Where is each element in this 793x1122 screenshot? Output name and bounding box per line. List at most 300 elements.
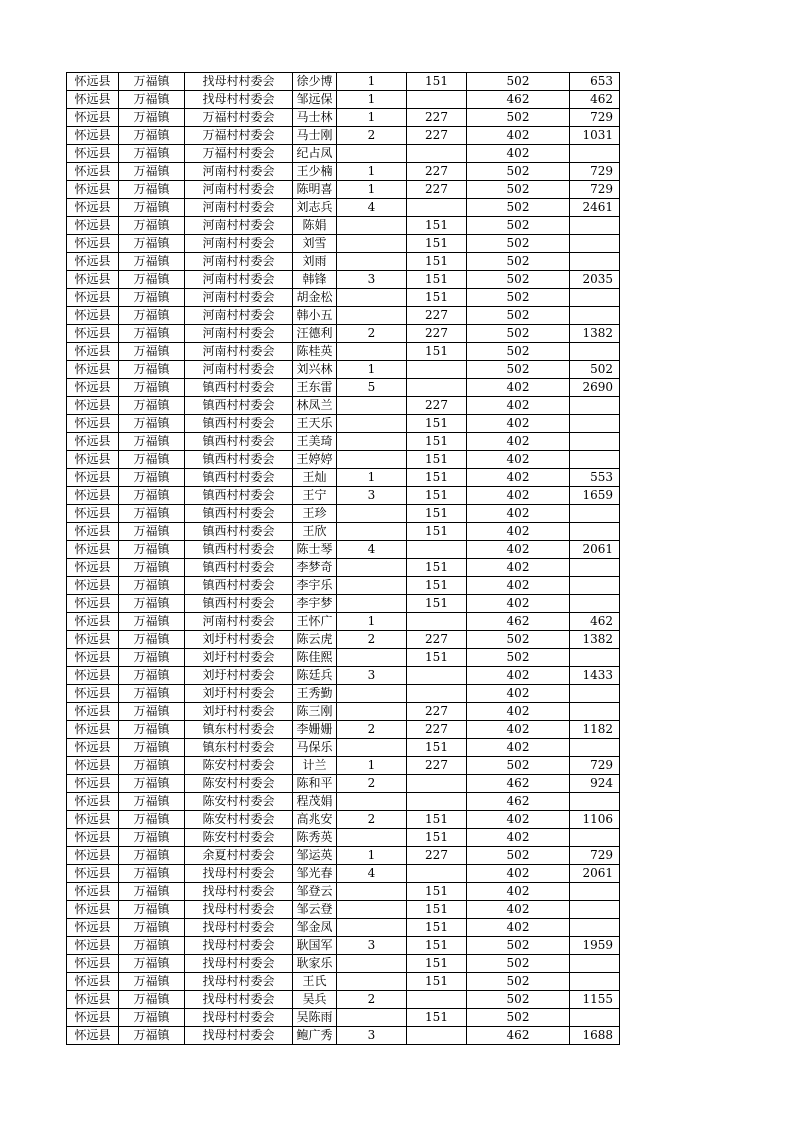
town-cell: 万福镇 (119, 73, 185, 91)
count-cell: 5 (337, 379, 407, 397)
town-cell: 万福镇 (119, 127, 185, 145)
village-cell: 找母村村委会 (185, 973, 293, 991)
village-cell: 镇西村村委会 (185, 379, 293, 397)
count-cell (337, 217, 407, 235)
amount-a-cell: 151 (407, 235, 467, 253)
amount-a-cell: 227 (407, 703, 467, 721)
village-cell: 找母村村委会 (185, 901, 293, 919)
total-cell: 502 (570, 361, 620, 379)
county-cell: 怀远县 (67, 793, 119, 811)
county-cell: 怀远县 (67, 325, 119, 343)
amount-b-cell: 462 (467, 613, 570, 631)
total-cell: 1182 (570, 721, 620, 739)
county-cell: 怀远县 (67, 217, 119, 235)
village-cell: 陈安村村委会 (185, 793, 293, 811)
amount-a-cell: 151 (407, 415, 467, 433)
amount-b-cell: 502 (467, 325, 570, 343)
total-cell (570, 703, 620, 721)
count-cell (337, 577, 407, 595)
amount-a-cell: 151 (407, 289, 467, 307)
village-cell: 镇西村村委会 (185, 397, 293, 415)
county-cell: 怀远县 (67, 631, 119, 649)
amount-b-cell: 462 (467, 1027, 570, 1045)
total-cell: 729 (570, 163, 620, 181)
count-cell (337, 433, 407, 451)
amount-a-cell: 227 (407, 307, 467, 325)
table-row (67, 775, 620, 793)
count-cell: 3 (337, 937, 407, 955)
amount-a-cell (407, 775, 467, 793)
amount-a-cell: 151 (407, 433, 467, 451)
village-cell: 镇东村村委会 (185, 739, 293, 757)
table-row (67, 505, 620, 523)
amount-a-cell (407, 91, 467, 109)
total-cell: 729 (570, 181, 620, 199)
count-cell: 1 (337, 163, 407, 181)
town-cell: 万福镇 (119, 163, 185, 181)
village-cell: 河南村村委会 (185, 325, 293, 343)
total-cell (570, 253, 620, 271)
amount-b-cell: 502 (467, 289, 570, 307)
count-cell: 1 (337, 847, 407, 865)
amount-b-cell: 502 (467, 937, 570, 955)
county-cell: 怀远县 (67, 451, 119, 469)
village-cell: 镇西村村委会 (185, 559, 293, 577)
count-cell (337, 973, 407, 991)
count-cell (337, 343, 407, 361)
name-cell: 高兆安 (293, 811, 337, 829)
total-cell (570, 433, 620, 451)
table-row (67, 235, 620, 253)
total-cell: 2461 (570, 199, 620, 217)
count-cell (337, 523, 407, 541)
county-cell: 怀远县 (67, 829, 119, 847)
amount-b-cell: 402 (467, 829, 570, 847)
town-cell: 万福镇 (119, 865, 185, 883)
amount-b-cell: 462 (467, 793, 570, 811)
amount-a-cell: 151 (407, 505, 467, 523)
village-cell: 镇西村村委会 (185, 469, 293, 487)
total-cell (570, 343, 620, 361)
amount-a-cell: 151 (407, 811, 467, 829)
name-cell: 李姗姗 (293, 721, 337, 739)
amount-a-cell: 227 (407, 721, 467, 739)
amount-b-cell: 402 (467, 811, 570, 829)
table-row (67, 865, 620, 883)
table-row (67, 793, 620, 811)
county-cell: 怀远县 (67, 685, 119, 703)
amount-a-cell: 151 (407, 919, 467, 937)
name-cell: 马士刚 (293, 127, 337, 145)
county-cell: 怀远县 (67, 127, 119, 145)
amount-b-cell: 402 (467, 901, 570, 919)
total-cell: 2061 (570, 865, 620, 883)
county-cell: 怀远县 (67, 1027, 119, 1045)
county-cell: 怀远县 (67, 379, 119, 397)
town-cell: 万福镇 (119, 757, 185, 775)
name-cell: 王宁 (293, 487, 337, 505)
county-cell: 怀远县 (67, 289, 119, 307)
amount-b-cell: 502 (467, 973, 570, 991)
total-cell (570, 883, 620, 901)
amount-a-cell (407, 199, 467, 217)
village-cell: 找母村村委会 (185, 1027, 293, 1045)
county-cell: 怀远县 (67, 775, 119, 793)
village-cell: 找母村村委会 (185, 991, 293, 1009)
town-cell: 万福镇 (119, 433, 185, 451)
county-cell: 怀远县 (67, 595, 119, 613)
county-cell: 怀远县 (67, 523, 119, 541)
name-cell: 刘雪 (293, 235, 337, 253)
amount-b-cell: 402 (467, 451, 570, 469)
total-cell (570, 577, 620, 595)
county-cell: 怀远县 (67, 469, 119, 487)
village-cell: 河南村村委会 (185, 271, 293, 289)
total-cell (570, 145, 620, 163)
total-cell: 1031 (570, 127, 620, 145)
name-cell: 王东雷 (293, 379, 337, 397)
table-row (67, 649, 620, 667)
county-cell: 怀远县 (67, 91, 119, 109)
table-row (67, 469, 620, 487)
village-cell: 刘圩村村委会 (185, 703, 293, 721)
table-row (67, 559, 620, 577)
amount-b-cell: 402 (467, 145, 570, 163)
town-cell: 万福镇 (119, 541, 185, 559)
count-cell (337, 253, 407, 271)
town-cell: 万福镇 (119, 991, 185, 1009)
county-cell: 怀远县 (67, 757, 119, 775)
amount-a-cell: 151 (407, 577, 467, 595)
total-cell (570, 829, 620, 847)
total-cell (570, 559, 620, 577)
total-cell (570, 1009, 620, 1027)
county-cell: 怀远县 (67, 991, 119, 1009)
amount-b-cell: 402 (467, 883, 570, 901)
total-cell (570, 595, 620, 613)
amount-b-cell: 502 (467, 649, 570, 667)
table-row (67, 415, 620, 433)
county-cell: 怀远县 (67, 865, 119, 883)
total-cell (570, 955, 620, 973)
count-cell (337, 307, 407, 325)
amount-a-cell (407, 865, 467, 883)
name-cell: 邹云登 (293, 901, 337, 919)
total-cell: 1959 (570, 937, 620, 955)
table-row (67, 1027, 620, 1045)
table-row (67, 361, 620, 379)
town-cell: 万福镇 (119, 613, 185, 631)
count-cell: 1 (337, 109, 407, 127)
name-cell: 陈秀英 (293, 829, 337, 847)
town-cell: 万福镇 (119, 883, 185, 901)
table-row (67, 145, 620, 163)
total-cell (570, 217, 620, 235)
amount-b-cell: 402 (467, 127, 570, 145)
name-cell: 李梦奇 (293, 559, 337, 577)
name-cell: 徐少博 (293, 73, 337, 91)
amount-b-cell: 502 (467, 343, 570, 361)
count-cell: 3 (337, 271, 407, 289)
county-cell: 怀远县 (67, 847, 119, 865)
table-row (67, 271, 620, 289)
name-cell: 王天乐 (293, 415, 337, 433)
name-cell: 计兰 (293, 757, 337, 775)
total-cell: 2690 (570, 379, 620, 397)
name-cell: 王怀广 (293, 613, 337, 631)
table-row (67, 919, 620, 937)
town-cell: 万福镇 (119, 451, 185, 469)
count-cell (337, 901, 407, 919)
total-cell: 924 (570, 775, 620, 793)
county-cell: 怀远县 (67, 973, 119, 991)
amount-b-cell: 502 (467, 163, 570, 181)
count-cell (337, 649, 407, 667)
table-body (67, 73, 620, 1045)
total-cell (570, 235, 620, 253)
name-cell: 李宇乐 (293, 577, 337, 595)
amount-a-cell (407, 685, 467, 703)
amount-b-cell: 502 (467, 1009, 570, 1027)
amount-a-cell (407, 667, 467, 685)
town-cell: 万福镇 (119, 685, 185, 703)
table-row (67, 397, 620, 415)
amount-b-cell: 402 (467, 721, 570, 739)
total-cell (570, 397, 620, 415)
village-cell: 河南村村委会 (185, 181, 293, 199)
amount-b-cell: 402 (467, 919, 570, 937)
total-cell (570, 307, 620, 325)
table-row (67, 973, 620, 991)
name-cell: 邹光春 (293, 865, 337, 883)
town-cell: 万福镇 (119, 325, 185, 343)
amount-a-cell: 227 (407, 109, 467, 127)
amount-b-cell: 402 (467, 379, 570, 397)
table-row (67, 451, 620, 469)
count-cell (337, 829, 407, 847)
amount-a-cell: 151 (407, 883, 467, 901)
town-cell: 万福镇 (119, 955, 185, 973)
village-cell: 镇西村村委会 (185, 415, 293, 433)
table-row (67, 289, 620, 307)
table-row (67, 811, 620, 829)
count-cell (337, 703, 407, 721)
count-cell: 1 (337, 469, 407, 487)
town-cell: 万福镇 (119, 235, 185, 253)
village-cell: 陈安村村委会 (185, 757, 293, 775)
name-cell: 王欣 (293, 523, 337, 541)
name-cell: 王秀勤 (293, 685, 337, 703)
village-cell: 找母村村委会 (185, 91, 293, 109)
amount-a-cell: 227 (407, 847, 467, 865)
total-cell (570, 523, 620, 541)
town-cell: 万福镇 (119, 775, 185, 793)
name-cell: 陈廷兵 (293, 667, 337, 685)
village-cell: 镇东村村委会 (185, 721, 293, 739)
town-cell: 万福镇 (119, 703, 185, 721)
total-cell (570, 739, 620, 757)
town-cell: 万福镇 (119, 919, 185, 937)
amount-b-cell: 402 (467, 523, 570, 541)
total-cell: 1433 (570, 667, 620, 685)
table-row (67, 595, 620, 613)
name-cell: 王少楠 (293, 163, 337, 181)
name-cell: 汪德利 (293, 325, 337, 343)
town-cell: 万福镇 (119, 739, 185, 757)
name-cell: 王婷婷 (293, 451, 337, 469)
total-cell (570, 451, 620, 469)
table-row (67, 523, 620, 541)
count-cell (337, 505, 407, 523)
amount-b-cell: 402 (467, 415, 570, 433)
town-cell: 万福镇 (119, 181, 185, 199)
county-cell: 怀远县 (67, 433, 119, 451)
name-cell: 邹登云 (293, 883, 337, 901)
county-cell: 怀远县 (67, 1009, 119, 1027)
amount-b-cell: 402 (467, 667, 570, 685)
name-cell: 陈娟 (293, 217, 337, 235)
amount-a-cell: 227 (407, 163, 467, 181)
town-cell: 万福镇 (119, 829, 185, 847)
town-cell: 万福镇 (119, 361, 185, 379)
amount-a-cell: 227 (407, 631, 467, 649)
count-cell: 4 (337, 865, 407, 883)
name-cell: 耿家乐 (293, 955, 337, 973)
name-cell: 刘雨 (293, 253, 337, 271)
table-row (67, 109, 620, 127)
amount-a-cell (407, 145, 467, 163)
name-cell: 邹金凤 (293, 919, 337, 937)
total-cell: 1106 (570, 811, 620, 829)
amount-a-cell: 151 (407, 559, 467, 577)
table-row (67, 91, 620, 109)
amount-b-cell: 502 (467, 181, 570, 199)
amount-b-cell: 502 (467, 199, 570, 217)
county-cell: 怀远县 (67, 811, 119, 829)
amount-a-cell (407, 793, 467, 811)
county-cell: 怀远县 (67, 505, 119, 523)
total-cell (570, 289, 620, 307)
county-cell: 怀远县 (67, 271, 119, 289)
name-cell: 林凤兰 (293, 397, 337, 415)
village-cell: 余夏村村委会 (185, 847, 293, 865)
amount-b-cell: 502 (467, 955, 570, 973)
table-row (67, 685, 620, 703)
name-cell: 刘志兵 (293, 199, 337, 217)
count-cell (337, 415, 407, 433)
table-row (67, 901, 620, 919)
village-cell: 陈安村村委会 (185, 775, 293, 793)
town-cell: 万福镇 (119, 577, 185, 595)
amount-a-cell: 151 (407, 343, 467, 361)
count-cell (337, 451, 407, 469)
name-cell: 邹远保 (293, 91, 337, 109)
county-cell: 怀远县 (67, 415, 119, 433)
amount-a-cell (407, 541, 467, 559)
name-cell: 马保乐 (293, 739, 337, 757)
amount-b-cell: 402 (467, 865, 570, 883)
town-cell: 万福镇 (119, 901, 185, 919)
amount-a-cell: 151 (407, 973, 467, 991)
total-cell (570, 649, 620, 667)
town-cell: 万福镇 (119, 847, 185, 865)
amount-b-cell: 402 (467, 487, 570, 505)
county-cell: 怀远县 (67, 109, 119, 127)
village-cell: 找母村村委会 (185, 73, 293, 91)
village-cell: 万福村村委会 (185, 127, 293, 145)
county-cell: 怀远县 (67, 163, 119, 181)
table-row (67, 847, 620, 865)
count-cell: 2 (337, 127, 407, 145)
table-row (67, 757, 620, 775)
county-cell: 怀远县 (67, 955, 119, 973)
count-cell (337, 739, 407, 757)
amount-a-cell: 227 (407, 397, 467, 415)
count-cell: 4 (337, 199, 407, 217)
village-cell: 河南村村委会 (185, 199, 293, 217)
name-cell: 陈云虎 (293, 631, 337, 649)
name-cell: 王灿 (293, 469, 337, 487)
total-cell: 729 (570, 757, 620, 775)
county-cell: 怀远县 (67, 307, 119, 325)
county-cell: 怀远县 (67, 145, 119, 163)
name-cell: 邹运英 (293, 847, 337, 865)
name-cell: 陈三刚 (293, 703, 337, 721)
amount-a-cell: 227 (407, 325, 467, 343)
name-cell: 吴兵 (293, 991, 337, 1009)
town-cell: 万福镇 (119, 793, 185, 811)
count-cell: 2 (337, 721, 407, 739)
county-cell: 怀远县 (67, 343, 119, 361)
table-row (67, 721, 620, 739)
total-cell: 2035 (570, 271, 620, 289)
amount-a-cell (407, 379, 467, 397)
town-cell: 万福镇 (119, 811, 185, 829)
county-cell: 怀远县 (67, 199, 119, 217)
name-cell: 陈士琴 (293, 541, 337, 559)
town-cell: 万福镇 (119, 649, 185, 667)
name-cell: 李宇梦 (293, 595, 337, 613)
village-cell: 河南村村委会 (185, 289, 293, 307)
table-row (67, 379, 620, 397)
name-cell: 吴陈雨 (293, 1009, 337, 1027)
total-cell (570, 505, 620, 523)
amount-a-cell: 151 (407, 649, 467, 667)
count-cell (337, 793, 407, 811)
table-row (67, 1009, 620, 1027)
town-cell: 万福镇 (119, 109, 185, 127)
county-cell: 怀远县 (67, 235, 119, 253)
village-cell: 陈安村村委会 (185, 811, 293, 829)
amount-b-cell: 402 (467, 577, 570, 595)
county-cell: 怀远县 (67, 937, 119, 955)
town-cell: 万福镇 (119, 343, 185, 361)
village-cell: 河南村村委会 (185, 343, 293, 361)
count-cell (337, 559, 407, 577)
name-cell: 王美琦 (293, 433, 337, 451)
amount-b-cell: 402 (467, 397, 570, 415)
table-row (67, 937, 620, 955)
town-cell: 万福镇 (119, 937, 185, 955)
town-cell: 万福镇 (119, 379, 185, 397)
village-cell: 镇西村村委会 (185, 595, 293, 613)
count-cell (337, 1009, 407, 1027)
table-row (67, 667, 620, 685)
count-cell: 2 (337, 775, 407, 793)
town-cell: 万福镇 (119, 973, 185, 991)
village-cell: 刘圩村村委会 (185, 631, 293, 649)
amount-b-cell: 402 (467, 541, 570, 559)
